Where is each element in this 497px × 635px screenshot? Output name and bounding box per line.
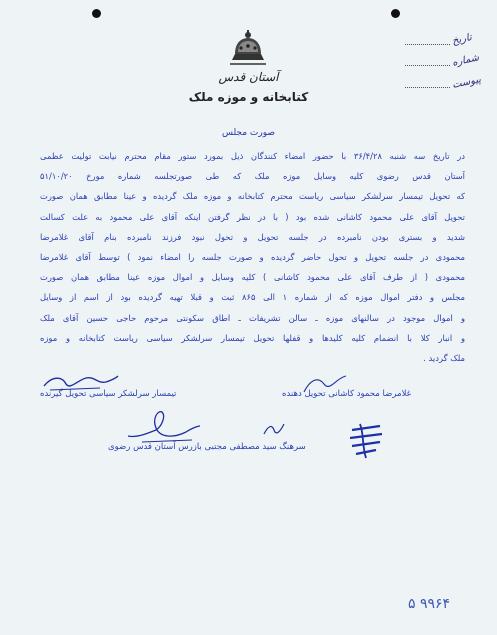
body-line: محمودی در جلسه تحویل و تحول حاضر گردیده و صورت جلسه را امضاء نمود ) توسط آقای غلامرضا bbox=[40, 251, 465, 262]
organization-subtitle: کتابخانه و موزه ملک bbox=[188, 90, 309, 104]
initials-scribble bbox=[262, 420, 286, 440]
body-line: و اموال موجود در سالنهای موزه ـ سالن تشریفات ـ اطاق سکونتی مرحوم حاجی حسین آقای ملک bbox=[40, 312, 465, 323]
attachment-label: پیوست bbox=[451, 74, 482, 91]
body-line: آستان قدس رضوی کلیه وسایل موزه ملک که طی صورتجلسه شماره مورخ ۵۱/۱۰/۲۰ bbox=[40, 171, 465, 182]
date-line bbox=[405, 44, 450, 45]
number-label: شماره bbox=[451, 52, 481, 69]
document-body bbox=[40, 146, 465, 368]
body-line: محمودی ( از طرف آقای علی محمود کاشانی ) کلیه وسایل و اموال موزه عینا مطابق همان صورت bbox=[40, 272, 465, 283]
deliverer-signature-label: غلامرضا محمود کاشانی تحویل دهنده bbox=[282, 389, 412, 399]
body-line: ملک گردید . bbox=[423, 352, 465, 363]
inspector-signature-label: سرهنگ سید مصطفی مجتبی بازرس آستان قدس رضوی bbox=[108, 442, 306, 452]
signature-stamp-mark bbox=[346, 420, 386, 460]
body-line: در تاریخ سه شنبه ۳۶/۴/۲۸ با حضور امضاء کنندگان ذیل بمورد ستور مقام محترم نیابت تولیت عظمی bbox=[40, 151, 465, 161]
attachment-line bbox=[405, 87, 450, 88]
handwritten-archive-number: ۵ ۹۹۶۴ bbox=[408, 596, 451, 612]
receiver-signature-label: تیمسار سرلشکر سیاسی تحویل گیرنده bbox=[40, 389, 177, 399]
date-label: تاریخ bbox=[451, 32, 473, 47]
body-line: مجلس و دفتر اموال موزه که از شماره ۱ الی ۸۶۵ ثبت و قبلا تهیه گردیده بود از اسم از وسایل bbox=[40, 292, 465, 303]
body-line: شدید و بستری بودن نامبرده در جلسه تحویل و تحول نبود فرزند نامبرده بنام آقای غلامرضا bbox=[40, 231, 465, 242]
document-title: صورت مجلس bbox=[221, 128, 276, 138]
crown-emblem-icon bbox=[226, 30, 270, 68]
body-line: که تحویل تیمسار سرلشکر سیاسی ریاست محترم کتابخانه و موزه ملک گردیده و عینا مطابق همان صورت bbox=[40, 191, 465, 202]
punch-hole bbox=[391, 9, 400, 18]
number-line bbox=[405, 65, 450, 66]
body-line: و انبار کلا با انضمام کلیه کلیدها و قفلها تحویل تیمسار سرلشکر سیاسی ریاست کتابخانه و موزه bbox=[40, 332, 465, 343]
organization-name: آستان قدس bbox=[218, 70, 279, 84]
body-line: تحویل آقای علی محمود کاشانی شده بود ( با در نظر گرفتن اینکه آقای علی محمود به علت کسالت bbox=[40, 211, 465, 222]
punch-hole bbox=[92, 9, 101, 18]
